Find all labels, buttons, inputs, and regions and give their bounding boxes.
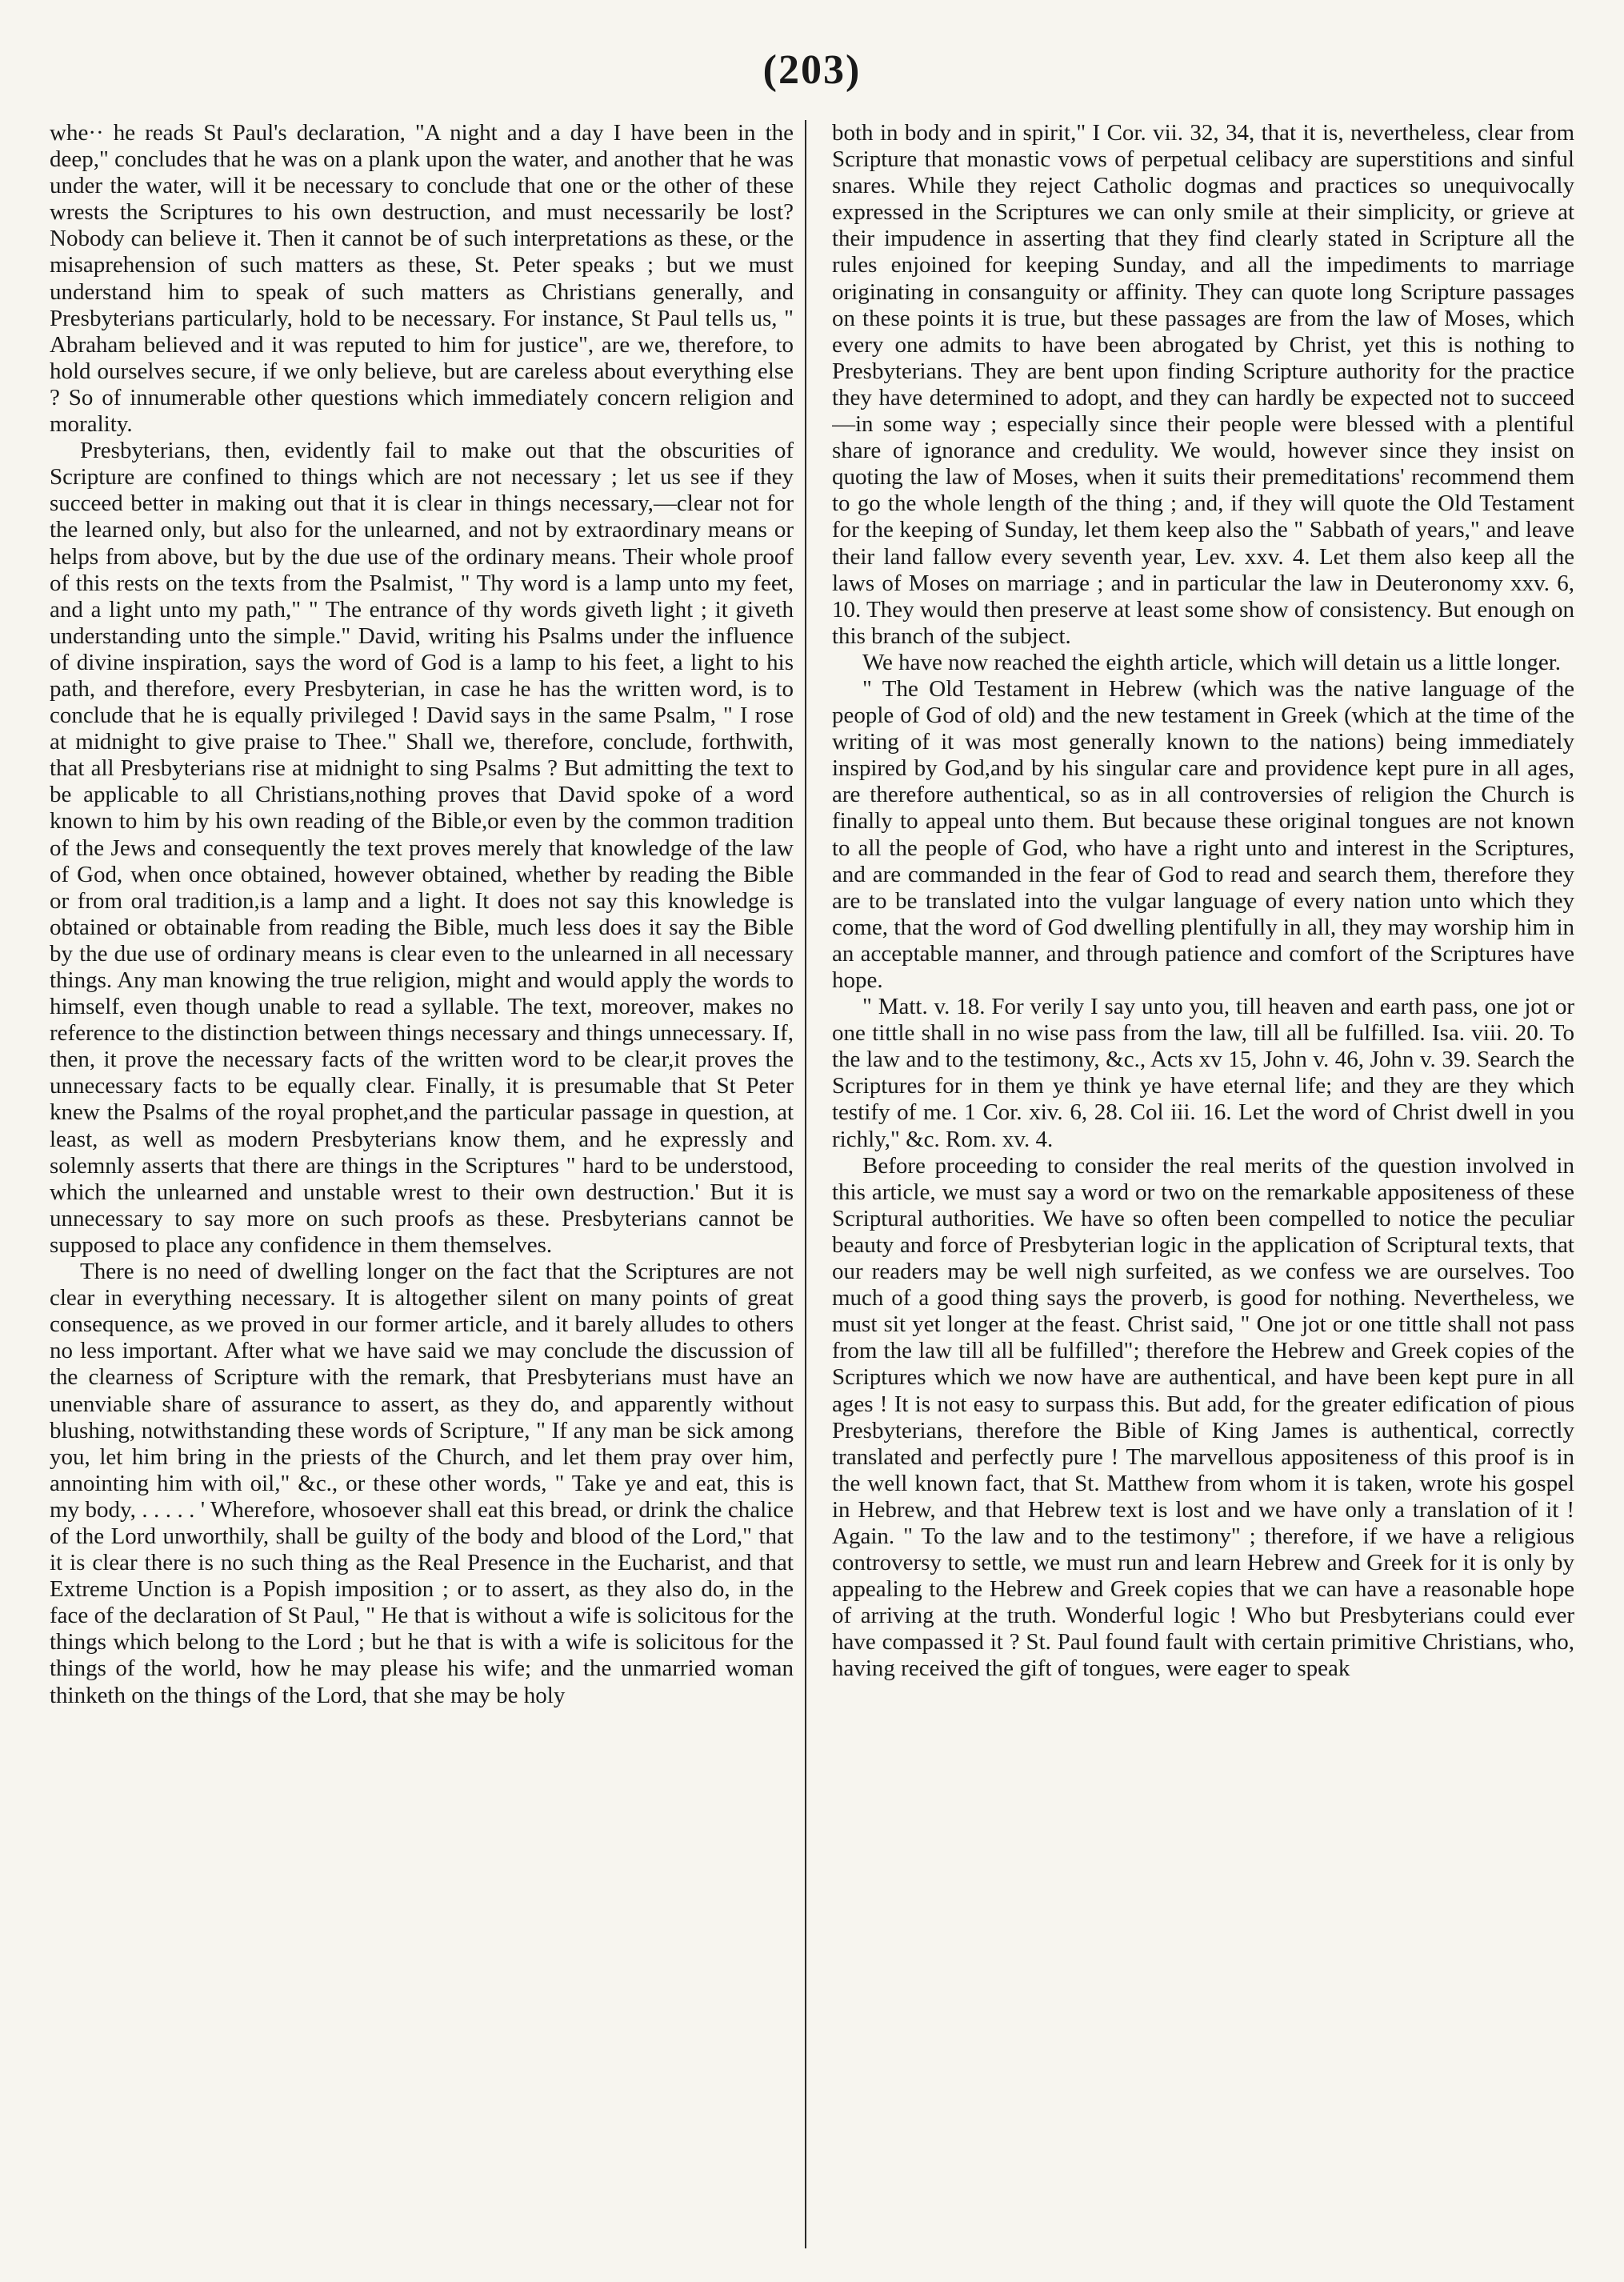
right-paragraph-4: " Matt. v. 18. For verily I say unto you, till heaven and earth pass, one jot or one tittle shall in no wise pass from the law, till all be fulfilled. Isa. viii. 20. To the law and to the testimony, &c., Acts xv 15, John v. 46, John v. 39. Search the Scriptures for in them ye think ye have eternal life; and they are they which testify of me. 1 Cor. xiv. 6, 28. Col iii. 16. Let the word of Christ dwell in you richly," &c. Rom. xv. 4. bbox=[832, 994, 1574, 1152]
column-divider bbox=[805, 120, 806, 2248]
right-column bbox=[832, 120, 1574, 2248]
right-paragraph-2: We have now reached the eighth article, which will detain us a little longer. bbox=[862, 649, 1562, 675]
right-paragraph-3: " The Old Testament in Hebrew (which was the native language of the people of God of old) and the new testament in Greek (which at the time of the writing of it was most generally known to the nations) being immediately inspired by God,and by his singular care and providence kept pure in all ages, are therefore authentical, so as in all controversies of religion the Church is finally to appeal unto them. But because these original tongues are not known to all the people of God, who have a right unto and interest in the Scriptures, and are commanded in the fear of God to read and search them, therefore they are to be translated into the vulgar language of every nation unto which they come, that the word of God dwelling plentifully in all, they may worship him in an acceptable manner, and through patience and comfort of the Scriptures have hope. bbox=[832, 675, 1574, 993]
left-column bbox=[50, 120, 794, 2248]
right-paragraph-5: Before proceeding to consider the real merits of the question involved in this article, we must say a word or two on the remarkable appositeness of these Scriptural authorities. We have so often been compelled to notice the peculiar beauty and force of Presbyterian logic in the application of Scriptural texts, that our readers may be well nigh surfeited, as we confess we are ourselves. Too much of a good thing says the proverb, is good for nothing. Nevertheless, we must sit yet longer at the feast. Christ said, " One jot or one tittle shall not pass from the law till all be fulfilled"; therefore the Hebrew and Greek copies of the Scriptures which we now have are authentical, and have been kept pure in all ages ! It is not easy to surpass this. But add, for the greater edification of pious Presbyterians, therefore the Bible of King James is authentical, correctly translated and perfectly pure ! The marvellous appositeness of this proof is in the well known fact, that St. Matthew from whom it is taken, wrote his gospel in Hebrew, and that Hebrew text is lost and we have only a translation of it ! Again. " To the law and to the testimony" ; therefore, if we have a religious controversy to settle, we must run and learn Hebrew and Greek for it is only by appealing to the Hebrew and Greek copies that we can have a reasonable hope of arriving at the truth. Wonderful logic ! Who but Presbyterians could ever have compassed it ? St. Paul found fault with certain primitive Christians, who, having received the gift of tongues, were eager to speak bbox=[832, 1152, 1574, 1682]
left-paragraph-1: whe·· he reads St Paul's declaration, "A night and a day I have been in the deep," concludes that he was on a plank upon the water, and another that he was under the water, will it be necessary to conclude that one or the other of these wrests the Scriptures to his own destruction, and must necessarily be lost? Nobody can believe it. Then it cannot be of such interpretations as these, or the misaprehension of such matters as these, St. Peter speaks ; but we must understand him to speak of such matters as Christians generally, and Presbyterians particularly, hold to be necessary. For instance, St Paul tells us, " Abraham believed and it was reputed to him for justice", are we, therefore, to hold ourselves secure, if we only believe, but are careless about everything else ? So of innumerable other questions which immediately concern religion and morality. bbox=[50, 120, 794, 438]
left-paragraph-2: Presbyterians, then, evidently fail to make out that the obscurities of Scripture are confined to things which are not necessary ; let us see if they succeed better in making out that it is clear in things necessary,—clear not for the learned only, but also for the unlearned, and not by extraordinary means or helps from above, but by the due use of the ordinary means. Their whole proof of this rests on the texts from the Psalmist, " Thy word is a lamp unto my feet, and a light unto my path," " The entrance of thy words giveth light ; it giveth understanding unto the simple." David, writing his Psalms under the influence of divine inspiration, says the word of God is a lamp to his feet, a light to his path, and therefore, every Presbyterian, in case he has the written word, is to conclude that he is equally privileged ! David says in the same Psalm, " I rose at midnight to give praise to Thee." Shall we, therefore, conclude, forthwith, that all Presbyterians rise at midnight to sing Psalms ? But admitting the text to be applicable to all Christians,nothing proves that David spoke of a word known to him by his own reading of the Bible,or even by the common tradition of the Jews and consequently the text proves merely that knowledge of the law of God, when once obtained, however obtained, whether by reading the Bible or from oral tradition,is a lamp and a light. It does not say this knowledge is obtained or obtainable from reading the Bible, much less does it say the Bible by the due use of ordinary means is clear even to the unlearned in all necessary things. Any man knowing the true religion, might and would apply the words to himself, even though unable to read a syllable. The text, moreover, makes no reference to the distinction between things necessary and things unnecessary. If, then, it prove the necessary facts of the written word to be clear,it proves the unnecessary facts to be equally clear. Finally, it is presumable that St Peter knew the Psalms of the royal prophet,and the particular passage in question, at least, as well as modern Presbyterians know them, and he expressly and solemnly asserts that there are things in the Scriptures " hard to be understood, which the unlearned and unstable wrest to their own destruction.' But it is unnecessary to say more on such proofs as these. Presbyterians cannot be supposed to place any confidence in them themselves. bbox=[50, 438, 794, 1258]
right-paragraph-1: both in body and in spirit," I Cor. vii. 32, 34, that it is, nevertheless, clear from Scripture that monastic vows of perpetual celibacy are superstitions and sinful snares. While they reject Catholic dogmas and practices so unequivocally expressed in the Scriptures we can only smile at their simplicity, or grieve at their impudence in asserting that they find clearly stated in Scripture all the rules enjoined for keeping Sunday, and all the impediments to marriage originating in consanguity or affinity. They can quote long Scripture passages on these points it is true, but these passages are from the law of Moses, which every one admits to have been abrogated by Christ, yet this is nothing to Presbyterians. They are bent upon finding Scripture authority for the practice they have determined to adopt, and they can hardly be expected not to succeed—in some way ; especially since their people were blessed with a plentiful share of ignorance and credulity. We would, however since they insist on quoting the law of Moses, when it suits their premeditations' recommend them to go the whole length of the thing ; and, if they will quote the Old Testament for the keeping of Sunday, let them keep also the " Sabbath of years," and leave their land fallow every seventh year, Lev. xxv. 4. Let them also keep all the laws of Moses on marriage ; and in particular the law in Deuteronomy xxv. 6, 10. They would then preserve at least some show of consistency. But enough on this branch of the subject. bbox=[832, 120, 1574, 649]
page-number: (203) bbox=[762, 47, 862, 93]
left-paragraph-3: There is no need of dwelling longer on the fact that the Scriptures are not clear in everything necessary. It is altogether silent on many points of great consequence, as we proved in our former article, and it barely alludes to others no less important. After what we have said we may conclude the discussion of the clearness of Scripture with the remark, that Presbyterians must have an unenviable share of assurance to assert, as they do, and apparently without blushing, notwithstanding these words of Scripture, " If any man be sick among you, let him bring in the priests of the Church, and let them pray over him, annointing him with oil," &c., or these other words, " Take ye and eat, this is my body, . . . . . ' Wherefore, whosoever shall eat this bread, or drink the chalice of the Lord unworthily, shall be guilty of the body and blood of the Lord," that it is clear there is no such thing as the Real Presence in the Eucharist, and that Extreme Unction is a Popish imposition ; or to assert, as they also do, in the face of the declaration of St Paul, " He that is without a wife is solicitous for the things which belong to the Lord ; but he that is with a wife is solicitous for the things of the world, how he may please his wife; and the unmarried woman thinketh on the things of the Lord, that she may be holy bbox=[50, 1259, 794, 1708]
